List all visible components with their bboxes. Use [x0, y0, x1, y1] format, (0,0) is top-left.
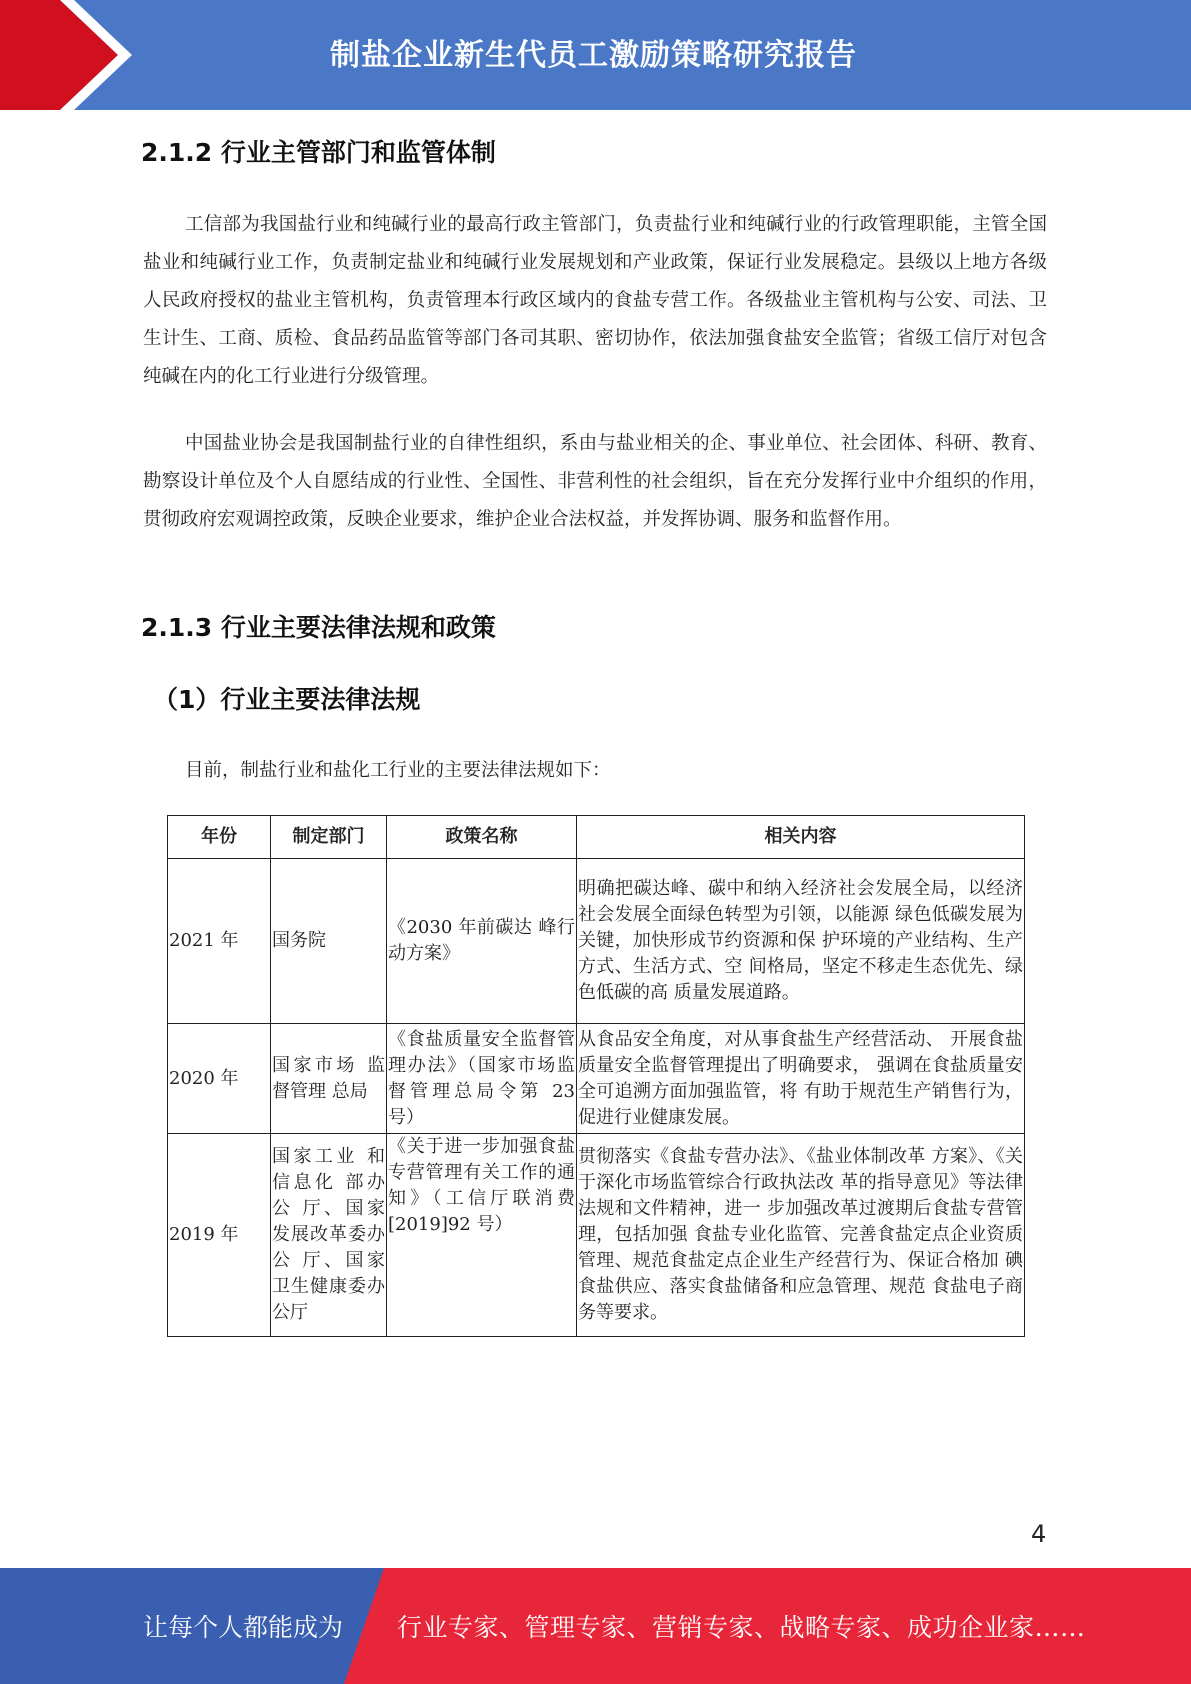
report-title: 制盐企业新生代员工激励策略研究报告	[330, 38, 857, 73]
paragraph-association: 中国盐业协会是我国制盐行业的自律性组织，系由与盐业相关的企、事业单位、社会团体、科研、教育、勘察设计单位及个人自愿结成的行业性、全国性、非营利性的社会组织，旨在充分发挥行业中介组织的作用，贯彻政府宏观调控政策，反映企业要求，维护企业合法权益，并发挥协调、服务和监督作用。	[143, 433, 1047, 530]
table-row	[168, 1024, 1025, 1134]
section-heading-2-1-2: 2.1.2 行业主管部门和监管体制	[141, 138, 496, 167]
table-intro: 目前，制盐行业和盐化工行业的主要法律法规如下：	[185, 760, 611, 781]
cell-content	[577, 1134, 1025, 1337]
header-content: 相关内容	[577, 816, 1025, 859]
cell-dept	[271, 1134, 387, 1337]
header-year: 年份	[168, 816, 271, 859]
table-row	[168, 1134, 1025, 1337]
header-policy: 政策名称	[387, 816, 577, 859]
laws-table	[167, 815, 1025, 1337]
cell-policy-text: 《关于进一步加强食盐专营管理有关工作的通知》（工信厅联消费 [2019]92 号）	[388, 1136, 575, 1235]
header-dept: 制定部门	[271, 816, 387, 859]
cell-dept: 国家市场 监督管理 总局	[271, 1024, 387, 1134]
footer-slogan-right: 行业专家、管理专家、营销专家、战略专家、成功企业家……	[397, 1613, 1086, 1642]
cell-policy: 《2030 年前碳达 峰行动方案》	[387, 859, 577, 1024]
section-heading-2-1-3: 2.1.3 行业主要法律法规和政策	[141, 613, 496, 642]
table-row	[168, 859, 1025, 1024]
page-footer	[0, 1568, 1191, 1684]
page-header	[0, 0, 1191, 110]
cell-year: 2019 年	[168, 1134, 271, 1337]
footer-slogan-left: 让每个人都能成为	[143, 1613, 344, 1642]
cell-content: 明确把碳达峰、碳中和纳入经济社会发展全局，以经济社会发展全面绿色转型为引领，以能源 绿色低碳发展为关键，加快形成节约资源和保 护环境的产业结构、生产方式、生活方式、空 间格局，坚定不移走生态优先、绿色低碳的高 质量发展道路。	[577, 859, 1025, 1024]
red-chevron-icon	[0, 0, 150, 110]
cell-policy	[387, 1134, 577, 1337]
paragraph-regulator: 工信部为我国盐行业和纯碱行业的最高行政主管部门，负责盐行业和纯碱行业的行政管理职能，主管全国盐业和纯碱行业工作，负责制定盐业和纯碱行业发展规划和产业政策，保证行业发展稳定。县级以上地方各级人民政府授权的盐业主管机构，负责管理本行政区域内的食盐专营工作。各级盐业主管机构与公安、司法、卫生计生、工商、质检、食品药品监管等部门各司其职、密切协作，依法加强食盐安全监管；省级工信厅对包含纯碱在内的化工行业进行分级管理。	[143, 214, 1047, 387]
subsection-heading: （1）行业主要法律法规	[153, 685, 421, 714]
cell-year: 2020 年	[168, 1024, 271, 1134]
cell-content-text: 贯彻落实《食盐专营办法》、《盐业体制改革 方案》、《关于深化市场监管综合行政执法改 革的指导意见》等法律法规和文件精神，进一 步加强改革过渡期后食盐专营管理，包括加强 食盐专业化监管、完善食盐定点企业资质管理、规范食盐定点企业生产经营行为、保证合格加 碘食盐供应、落实食盐储备和应急管理、规范 食盐电子商务等要求。	[578, 1146, 1023, 1323]
table-header-row	[168, 816, 1025, 859]
cell-policy: 《食盐质量安全监督管理办法》（国家市场监督管理总局令第 23 号）	[387, 1024, 577, 1134]
cell-dept: 国务院	[271, 859, 387, 1024]
cell-dept-text: 国家工业 和信息化 部办公 厅、国家发展改革委办公 厅、国家 卫生健康委办公厅	[272, 1146, 385, 1323]
page-number: 4	[1031, 1520, 1047, 1548]
cell-year: 2021 年	[168, 859, 271, 1024]
cell-content: 从食品安全角度，对从事食盐生产经营活动、 开展食盐质量安全监督管理提出了明确要求， 强调在食盐质量安全可追溯方面加强监管，将 有助于规范生产销售行为，促进行业健康发展。	[577, 1024, 1025, 1134]
